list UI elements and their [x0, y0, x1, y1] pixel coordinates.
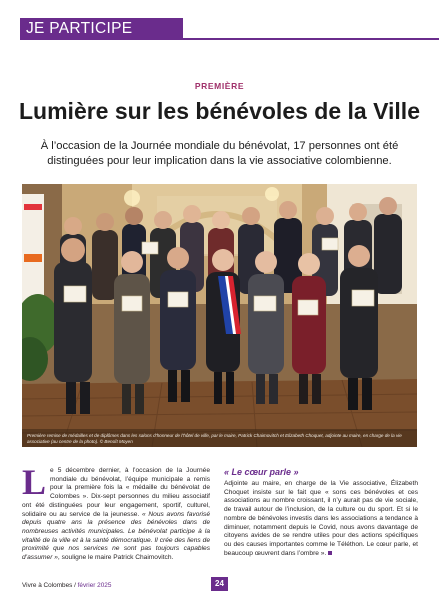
- magazine-name: Vivre à Colombes: [22, 582, 73, 589]
- mayor-quote: « Nous avons favorisé depuis quatre ans la présence des bénévoles dans de nombreuses activités municipales. Le bénévolat participe à la vitalité de la ville et à la santé démocratique. Il crée des liens de proximité que nos services ne sont pas toujours capables d’assumer »: [22, 510, 210, 562]
- drop-cap: L: [22, 462, 47, 502]
- body-column-left: [22, 462, 210, 563]
- footer-separator: /: [72, 582, 78, 589]
- article-title: Lumière sur les bénévoles de la Ville: [19, 98, 420, 124]
- issue-date: février 2025: [77, 582, 112, 589]
- body-right-text: Adjointe au maire, en charge de la Vie associative, Élizabeth Choquet insiste sur le fait que « sons ces bénévoles et ces associations au nombre croissant, il n’y aurait pas de vie sociale, de travail autour de l’inclusion, de la culture ou du sport. Et si le nombre de bénévoles investis dans les associations a tendance à diminuer, notamment depuis le Covid, nous avons davantage de citoyens avides de se rendre utiles pour des actions spécifiques ou des causes importantes comme le Téléthon. Le cœur parle, et beaucoup œuvrent dans l’ombre ».: [224, 480, 418, 557]
- mayor-attribution: , souligne le maire Patrick Chaimovitch.: [57, 554, 174, 562]
- subheading: « Le cœur parle »: [224, 467, 299, 477]
- body-column-right: [224, 467, 418, 558]
- section-tab: [20, 18, 183, 40]
- section-rule: [183, 38, 439, 40]
- photo-caption: Première remise de médailles et de diplômes dans les salons d’honneur de l’hôtel de ville, par le maire, Patrick Chaimovitch et Elizabeth Choquet, adjointe au maire, en charge de la vie associative (au centre de la photo). © Benoît Moyen: [27, 433, 402, 444]
- article-kicker: PREMIÈRE: [194, 81, 245, 91]
- page-footer: [22, 582, 111, 589]
- article-lede: À l’occasion de la Journée mondiale du bénévolat, 17 personnes ont été distinguées pour leur implication dans la vie associative colombienne.: [40, 140, 399, 167]
- end-mark-icon: [328, 551, 332, 555]
- page-number: 24: [211, 577, 228, 591]
- body-intro: e 5 décembre dernier, à l’occasion de la Journée mondiale du bénévolat, l’équipe municipale a remis pour la première fois la « médaille du bénévolat de Colombes ». Dix-sept personnes du milieu associatif ont été distinguées pour leur engagement, sportif, culturel, solidaire ou au service de la jeunesse.: [22, 467, 210, 518]
- group-photo: [22, 184, 417, 447]
- section-label: JE PARTICIPE: [26, 20, 133, 37]
